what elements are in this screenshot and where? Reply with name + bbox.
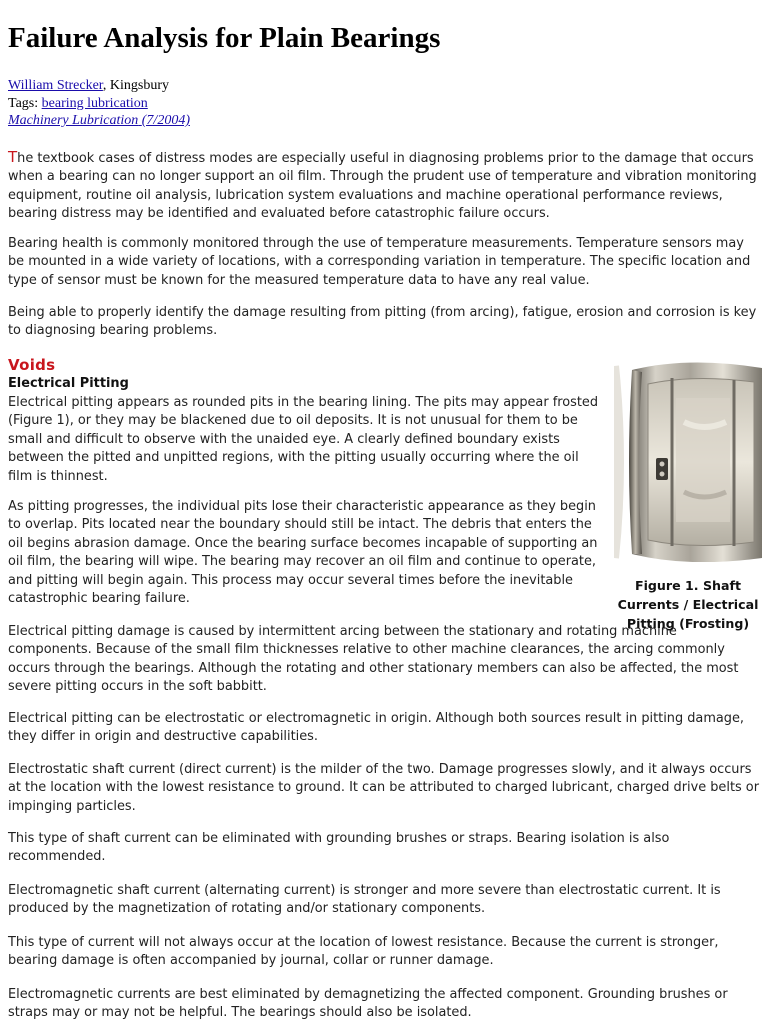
voids-paragraph-9 [8,986,760,1023]
author-affiliation: , Kingsbury [102,78,170,93]
voids-paragraph-6-text: This type of shaft current can be eliminated with grounding brushes or straps. Bearing isolation is also recommended. [8,831,670,865]
intro-paragraph-1-text: he textbook cases of distress modes are especially useful in diagnosing problems prior to the damage that occurs when a bearing can no longer support an oil film. Through the prudent use of temperature and vibration monitoring equipment, routine oil analysis, lubrication system evaluations and machine operational performance reviews, bearing distress may be identified and evaluated before catastrophic failure occurs. [8,151,757,222]
author-link[interactable]: William Strecker [8,78,103,93]
voids-paragraph-7 [8,882,760,919]
voids-paragraph-8 [8,934,760,971]
intro-paragraph-2 [8,235,760,290]
voids-paragraph-1-text: Electrical pitting appears as rounded pits in the bearing lining. The pits may appear frosted (Figure 1), or they may be blackened due to oil deposits. It is not unusual for them to be small and difficult to observe with the unaided eye. A clearly defined boundary exists between the pitted and unpitted regions, with the pitting usually occurring where the oil film is thinnest. [8,395,599,484]
publication-link[interactable] [8,113,190,128]
voids-paragraph-5-text: Electrostatic shaft current (direct current) is the milder of the two. Damage progresses slowly, and it always occurs at the location with the lowest resistance to ground. It can be attributed to charged lubricant, charged drive belts or impinging particles. [8,762,759,814]
voids-paragraph-5 [8,761,760,816]
intro-paragraph-3-text: Being able to properly identify the damage resulting from pitting (from arcing), fatigue, erosion and corrosion is key to diagnosing bearing problems. [8,305,757,339]
drop-cap: T [8,148,18,166]
voids-paragraph-3-text: Electrical pitting damage is caused by intermittent arcing between the stationary and rotating machine components. Because of the small film thicknesses relative to other machine clearances, the arcing commonly occurs through the bearings. Although the rotating and other stationary members can also be affected, the most severe pitting occurs in the soft babbitt. [8,624,739,695]
page-title: Failure Analysis for Plain Bearings [8,22,441,54]
article-meta [8,77,190,130]
intro-paragraph-3 [8,304,760,341]
tag-link[interactable]: bearing lubrication [41,95,148,111]
tags-line [8,95,190,113]
voids-paragraph-2 [8,498,603,608]
publication-line [8,112,190,130]
intro-paragraph-2-text: Bearing health is commonly monitored through the use of temperature measurements. Temperature sensors may be mounted in a wide variety of locations, with a corresponding variation in temperature. The specific location and type of sensor must be known for the measured temperature data to have any real value. [8,236,751,288]
figure-caption: Figure 1. Shaft Currents / Electrical Pitting (Frosting) [617,578,759,631]
voids-paragraph-2-text: As pitting progresses, the individual pits lose their characteristic appearance as they begin to overlap. Pits located near the boundary should still be intact. The debris that enters the oil begins abrasion damage. Once the bearing surface becomes incapable of supporting an oil film, the bearing will wipe. The bearing may recover an oil film and continue to operate, and pitting will begin again. This process may occur several times before the inevitable catastrophic bearing failure. [8,499,598,607]
bearing-photo [614,362,762,562]
intro-paragraph-1 [8,148,760,224]
publication-name: Machinery Lubrication [8,113,139,128]
voids-paragraph-6 [8,830,760,867]
voids-paragraph-7-text: Electromagnetic shaft current (alternating current) is stronger and more severe than electrostatic current. It is produced by the magnetization of rotating and/or stationary components. [8,883,721,917]
voids-paragraph-9-text: Electromagnetic currents are best eliminated by demagnetizing the affected component. Grounding brushes or straps may or may not be helpful. The bearings should also be isolated. [8,987,728,1021]
voids-paragraph-4 [8,710,760,747]
section-heading-voids: Voids [8,356,56,374]
voids-paragraph-4-text: Electrical pitting can be electrostatic or electromagnetic in origin. Although both sources result in pitting damage, they differ in origin and destructive capabilities. [8,711,744,745]
subheading-electrical-pitting: Electrical Pitting [8,376,129,391]
publication-date: (7/2004) [141,113,190,128]
byline [8,77,190,95]
voids-paragraph-8-text: This type of current will not always occur at the location of lowest resistance. Because the current is stronger, bearing damage is often accompanied by journal, collar or runner damage. [8,935,719,969]
figure-1 [614,362,762,633]
tags-label: Tags: [8,95,39,111]
voids-paragraph-1 [8,394,603,486]
voids-paragraph-3 [8,623,760,697]
